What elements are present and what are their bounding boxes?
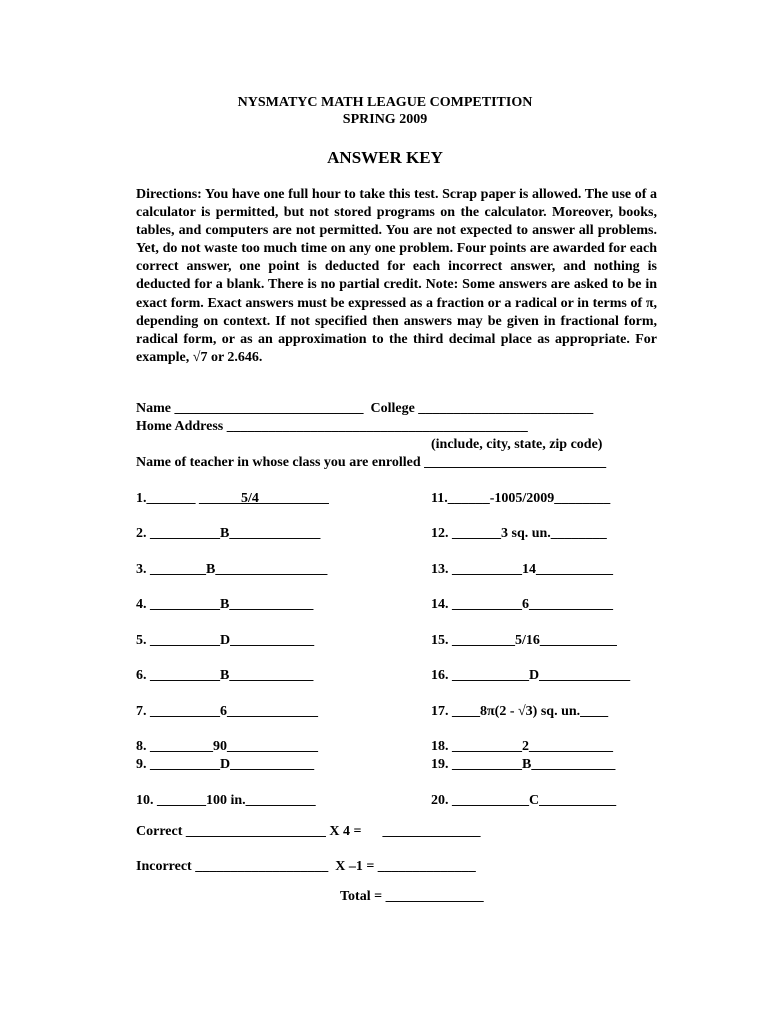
answer-2: 2. __________B_____________	[136, 526, 321, 541]
answer-7: 7. __________6_____________	[136, 704, 318, 719]
directions-paragraph: Directions: You have one full hour to take this test. Scrap paper is allowed. The use of a calculator is permitted, but not stored programs on the calculator. Moreover, books, tables, and computers are not permitted. You are not expected to answer all problems. Yet, do not waste too much time on any one problem. Four points are awarded for each correct answer, one point is deducted for each incorrect answer, and nothing is deducted for a blank. There is no partial credit. Note: Some answers are asked to be in exact form. Exact answers must be expressed as a fraction or a radical or in terms of π, depending on context. If not specified then answers may be given in fractional form, radical form, or as an approximation to the third decimal place as appropriate. For example, √7 or 2.646.	[136, 187, 657, 365]
correct-score-line: Correct ____________________ X 4 = ______________	[136, 824, 481, 839]
home-address-line: Home Address ___________________________________________	[136, 419, 528, 434]
answer-6: 6. __________B____________	[136, 668, 314, 683]
answer-14: 14. __________6____________	[431, 597, 613, 612]
total-score-line: Total = ______________	[340, 889, 484, 904]
answer-15: 15. _________5/16___________	[431, 633, 617, 648]
answer-5: 5. __________D____________	[136, 633, 315, 648]
answer-11: 11.______-1005/2009________	[431, 491, 611, 506]
competition-season: SPRING 2009	[342, 112, 428, 127]
answer-8: 8. _________90_____________	[136, 739, 318, 754]
answer-1-suffix: __________	[258, 491, 329, 506]
teacher-line: Name of teacher in whose class you are enrolled __________________________	[136, 455, 607, 470]
answer-3: 3. ________B________________	[136, 562, 328, 577]
answer-12: 12. _______3 sq. un.________	[431, 526, 607, 541]
answer-16: 16. ___________D_____________	[431, 668, 631, 683]
name-college-line: Name ___________________________ College _________________________	[136, 401, 594, 416]
answer-13: 13. __________14___________	[431, 562, 613, 577]
competition-title: NYSMATYC MATH LEAGUE COMPETITION	[237, 95, 533, 110]
answer-4: 4. __________B____________	[136, 597, 314, 612]
answer-1	[136, 490, 329, 508]
answer-1-prefix: 1._______ ______	[136, 491, 241, 506]
answer-20: 20. ___________C___________	[431, 793, 617, 808]
answer-9: 9. __________D____________	[136, 757, 315, 772]
answer-10: 10. _______100 in.__________	[136, 793, 316, 808]
answer-key-title: ANSWER KEY	[327, 148, 443, 167]
answer-1-value: 5/4	[241, 491, 259, 506]
address-hint: (include, city, state, zip code)	[431, 437, 603, 452]
answer-17: 17. ____8π(2 - √3) sq. un.____	[431, 704, 609, 719]
answer-18: 18. __________2____________	[431, 739, 613, 754]
answer-19: 19. __________B____________	[431, 757, 616, 772]
incorrect-score-line: Incorrect ___________________ X –1 = ______________	[136, 859, 476, 874]
